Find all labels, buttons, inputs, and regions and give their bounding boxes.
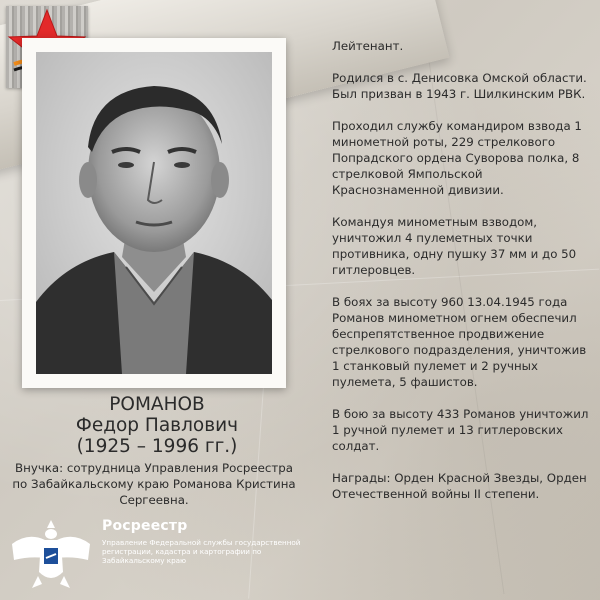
logo-description: Управление Федеральной службы государственной регистрации, кадастра и картографии по Забайкальскому краю xyxy=(102,538,301,565)
portrait-frame xyxy=(22,38,286,388)
hero-name: Федор Павлович xyxy=(75,415,239,436)
bio-service: Проходил службу командиром взвода 1 минометной роты, 229 стрелкового Попрадского ордена Суворова полка, 8 стрелковой Ямпольской Краснознаменной дивизии. xyxy=(332,119,582,197)
bio-birth: Родился в с. Денисовка Омской области. Был призван в 1943 г. Шилкинским РВК. xyxy=(332,71,587,101)
biography xyxy=(332,38,594,518)
rosreestr-logo xyxy=(8,514,301,594)
portrait-photo xyxy=(36,52,272,374)
bio-awards: Награды: Орден Красной Звезды, Орден Отечественной войны II степени. xyxy=(332,471,587,501)
bio-rank: Лейтенант. xyxy=(332,39,404,53)
hero-years: (1925 – 1996 гг.) xyxy=(76,436,238,457)
granddaughter-note: Внучка: сотрудница Управления Росреестра по Забайкальскому краю Романова Кристина Сергеевна. xyxy=(12,461,296,507)
bio-exploit-3: В бою за высоту 433 Романов уничтожил 1 ручной пулемет и 13 гитлеровских солдат. xyxy=(332,407,589,453)
bio-exploit-1: Командуя минометным взводом, уничтожил 4 пулеметных точки противника, одну пушку 37 мм и до 50 гитлеровцев. xyxy=(332,215,577,277)
logo-org-name: Росреестр xyxy=(102,518,188,534)
bio-exploit-2: В боях за высоту 960 13.04.1945 года Романов минометном огнем обеспечил беспрепятственное продвижение стрелкового подразделения, уничтожив 1 станковый пулемет и 2 ручных пулемета, 5 фашистов. xyxy=(332,295,587,389)
hero-name-block xyxy=(40,394,274,457)
eagle-emblem-icon xyxy=(8,514,94,594)
hero-surname: РОМАНОВ xyxy=(109,394,205,415)
